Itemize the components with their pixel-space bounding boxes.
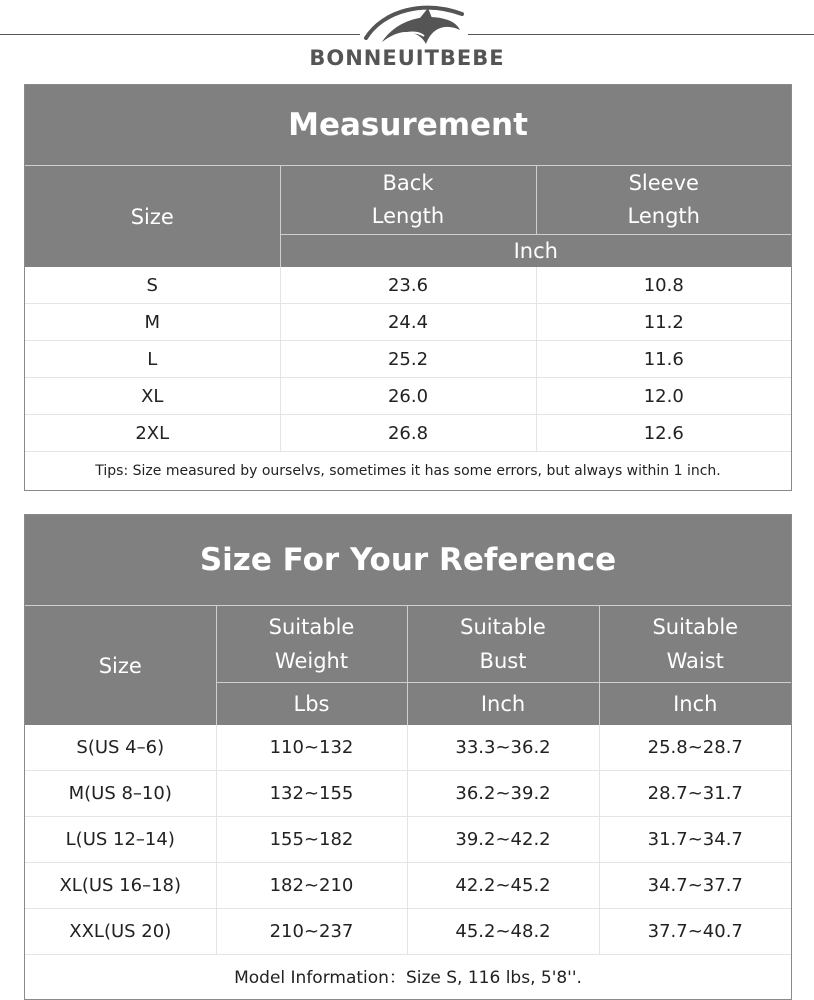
measurement-unit-header: Inch <box>280 235 791 268</box>
sleeve-length-cell: 11.2 <box>536 304 791 341</box>
measurement-back-length-header <box>280 166 536 235</box>
size-cell: XXL(US 20) <box>25 909 216 955</box>
table-row <box>25 817 791 863</box>
size-cell: XL(US 16–18) <box>25 863 216 909</box>
measurement-size-header: Size <box>25 166 280 268</box>
size-cell: S <box>25 267 280 304</box>
brand-name: BONNEUITBEBE <box>309 46 505 70</box>
weight-cell: 182~210 <box>216 863 407 909</box>
weight-cell: 155~182 <box>216 817 407 863</box>
bust-cell: 42.2~45.2 <box>407 863 599 909</box>
weight-cell: 210~237 <box>216 909 407 955</box>
back-length-cell: 26.8 <box>280 415 536 452</box>
table-row <box>25 863 791 909</box>
bust-cell: 36.2~39.2 <box>407 771 599 817</box>
size-cell: XL <box>25 378 280 415</box>
header-line: Sleeve <box>628 171 699 195</box>
waist-unit-header: Inch <box>599 683 791 726</box>
waist-cell: 31.7~34.7 <box>599 817 791 863</box>
header-line: Suitable <box>268 615 355 639</box>
waist-cell: 28.7~31.7 <box>599 771 791 817</box>
suitable-bust-header <box>407 606 599 683</box>
measurement-title: Measurement <box>25 85 791 166</box>
weight-cell: 132~155 <box>216 771 407 817</box>
sleeve-length-cell: 10.8 <box>536 267 791 304</box>
weight-unit-header: Lbs <box>216 683 407 726</box>
model-information: Model Information：Size S, 116 lbs, 5'8''. <box>234 967 582 988</box>
table-row <box>25 267 791 304</box>
sleeve-length-cell: 12.0 <box>536 378 791 415</box>
header-rule-right <box>468 34 814 35</box>
weight-cell: 110~132 <box>216 725 407 771</box>
measurement-tips: Tips: Size measured by ourselvs, sometimes it has some errors, but always within 1 inch. <box>95 463 721 479</box>
suitable-waist-header <box>599 606 791 683</box>
header-line: Suitable <box>460 615 546 639</box>
waist-cell: 37.7~40.7 <box>599 909 791 955</box>
bust-cell: 33.3~36.2 <box>407 725 599 771</box>
back-length-cell: 23.6 <box>280 267 536 304</box>
table-row <box>25 771 791 817</box>
header-line: Length <box>371 204 445 228</box>
size-cell: S(US 4–6) <box>25 725 216 771</box>
brand-header <box>0 0 814 80</box>
waist-cell: 34.7~37.7 <box>599 863 791 909</box>
header-line: Length <box>627 204 700 228</box>
bust-cell: 39.2~42.2 <box>407 817 599 863</box>
sleeve-length-cell: 11.6 <box>536 341 791 378</box>
back-length-cell: 24.4 <box>280 304 536 341</box>
header-line: Waist <box>666 649 724 673</box>
suitable-weight-header <box>216 606 407 683</box>
measurement-sleeve-length-header <box>536 166 791 235</box>
dolphin-icon <box>362 2 468 46</box>
table-row <box>25 415 791 452</box>
size-cell: 2XL <box>25 415 280 452</box>
table-row <box>25 725 791 771</box>
size-cell: M <box>25 304 280 341</box>
header-line: Suitable <box>652 615 739 639</box>
size-cell: M(US 8–10) <box>25 771 216 817</box>
back-length-cell: 25.2 <box>280 341 536 378</box>
header-rule-left <box>0 34 360 35</box>
measurement-table <box>24 84 792 491</box>
header-line: Back <box>382 171 434 195</box>
sleeve-length-cell: 12.6 <box>536 415 791 452</box>
bust-cell: 45.2~48.2 <box>407 909 599 955</box>
reference-table <box>24 514 792 1000</box>
reference-title: Size For Your Reference <box>25 515 791 606</box>
header-line: Bust <box>479 649 527 673</box>
header-line: Weight <box>274 649 349 673</box>
table-row <box>25 378 791 415</box>
size-cell: L <box>25 341 280 378</box>
back-length-cell: 26.0 <box>280 378 536 415</box>
waist-cell: 25.8~28.7 <box>599 725 791 771</box>
size-cell: L(US 12–14) <box>25 817 216 863</box>
bust-unit-header: Inch <box>407 683 599 726</box>
table-row <box>25 304 791 341</box>
table-row <box>25 909 791 955</box>
table-row <box>25 341 791 378</box>
reference-size-header: Size <box>25 606 216 726</box>
